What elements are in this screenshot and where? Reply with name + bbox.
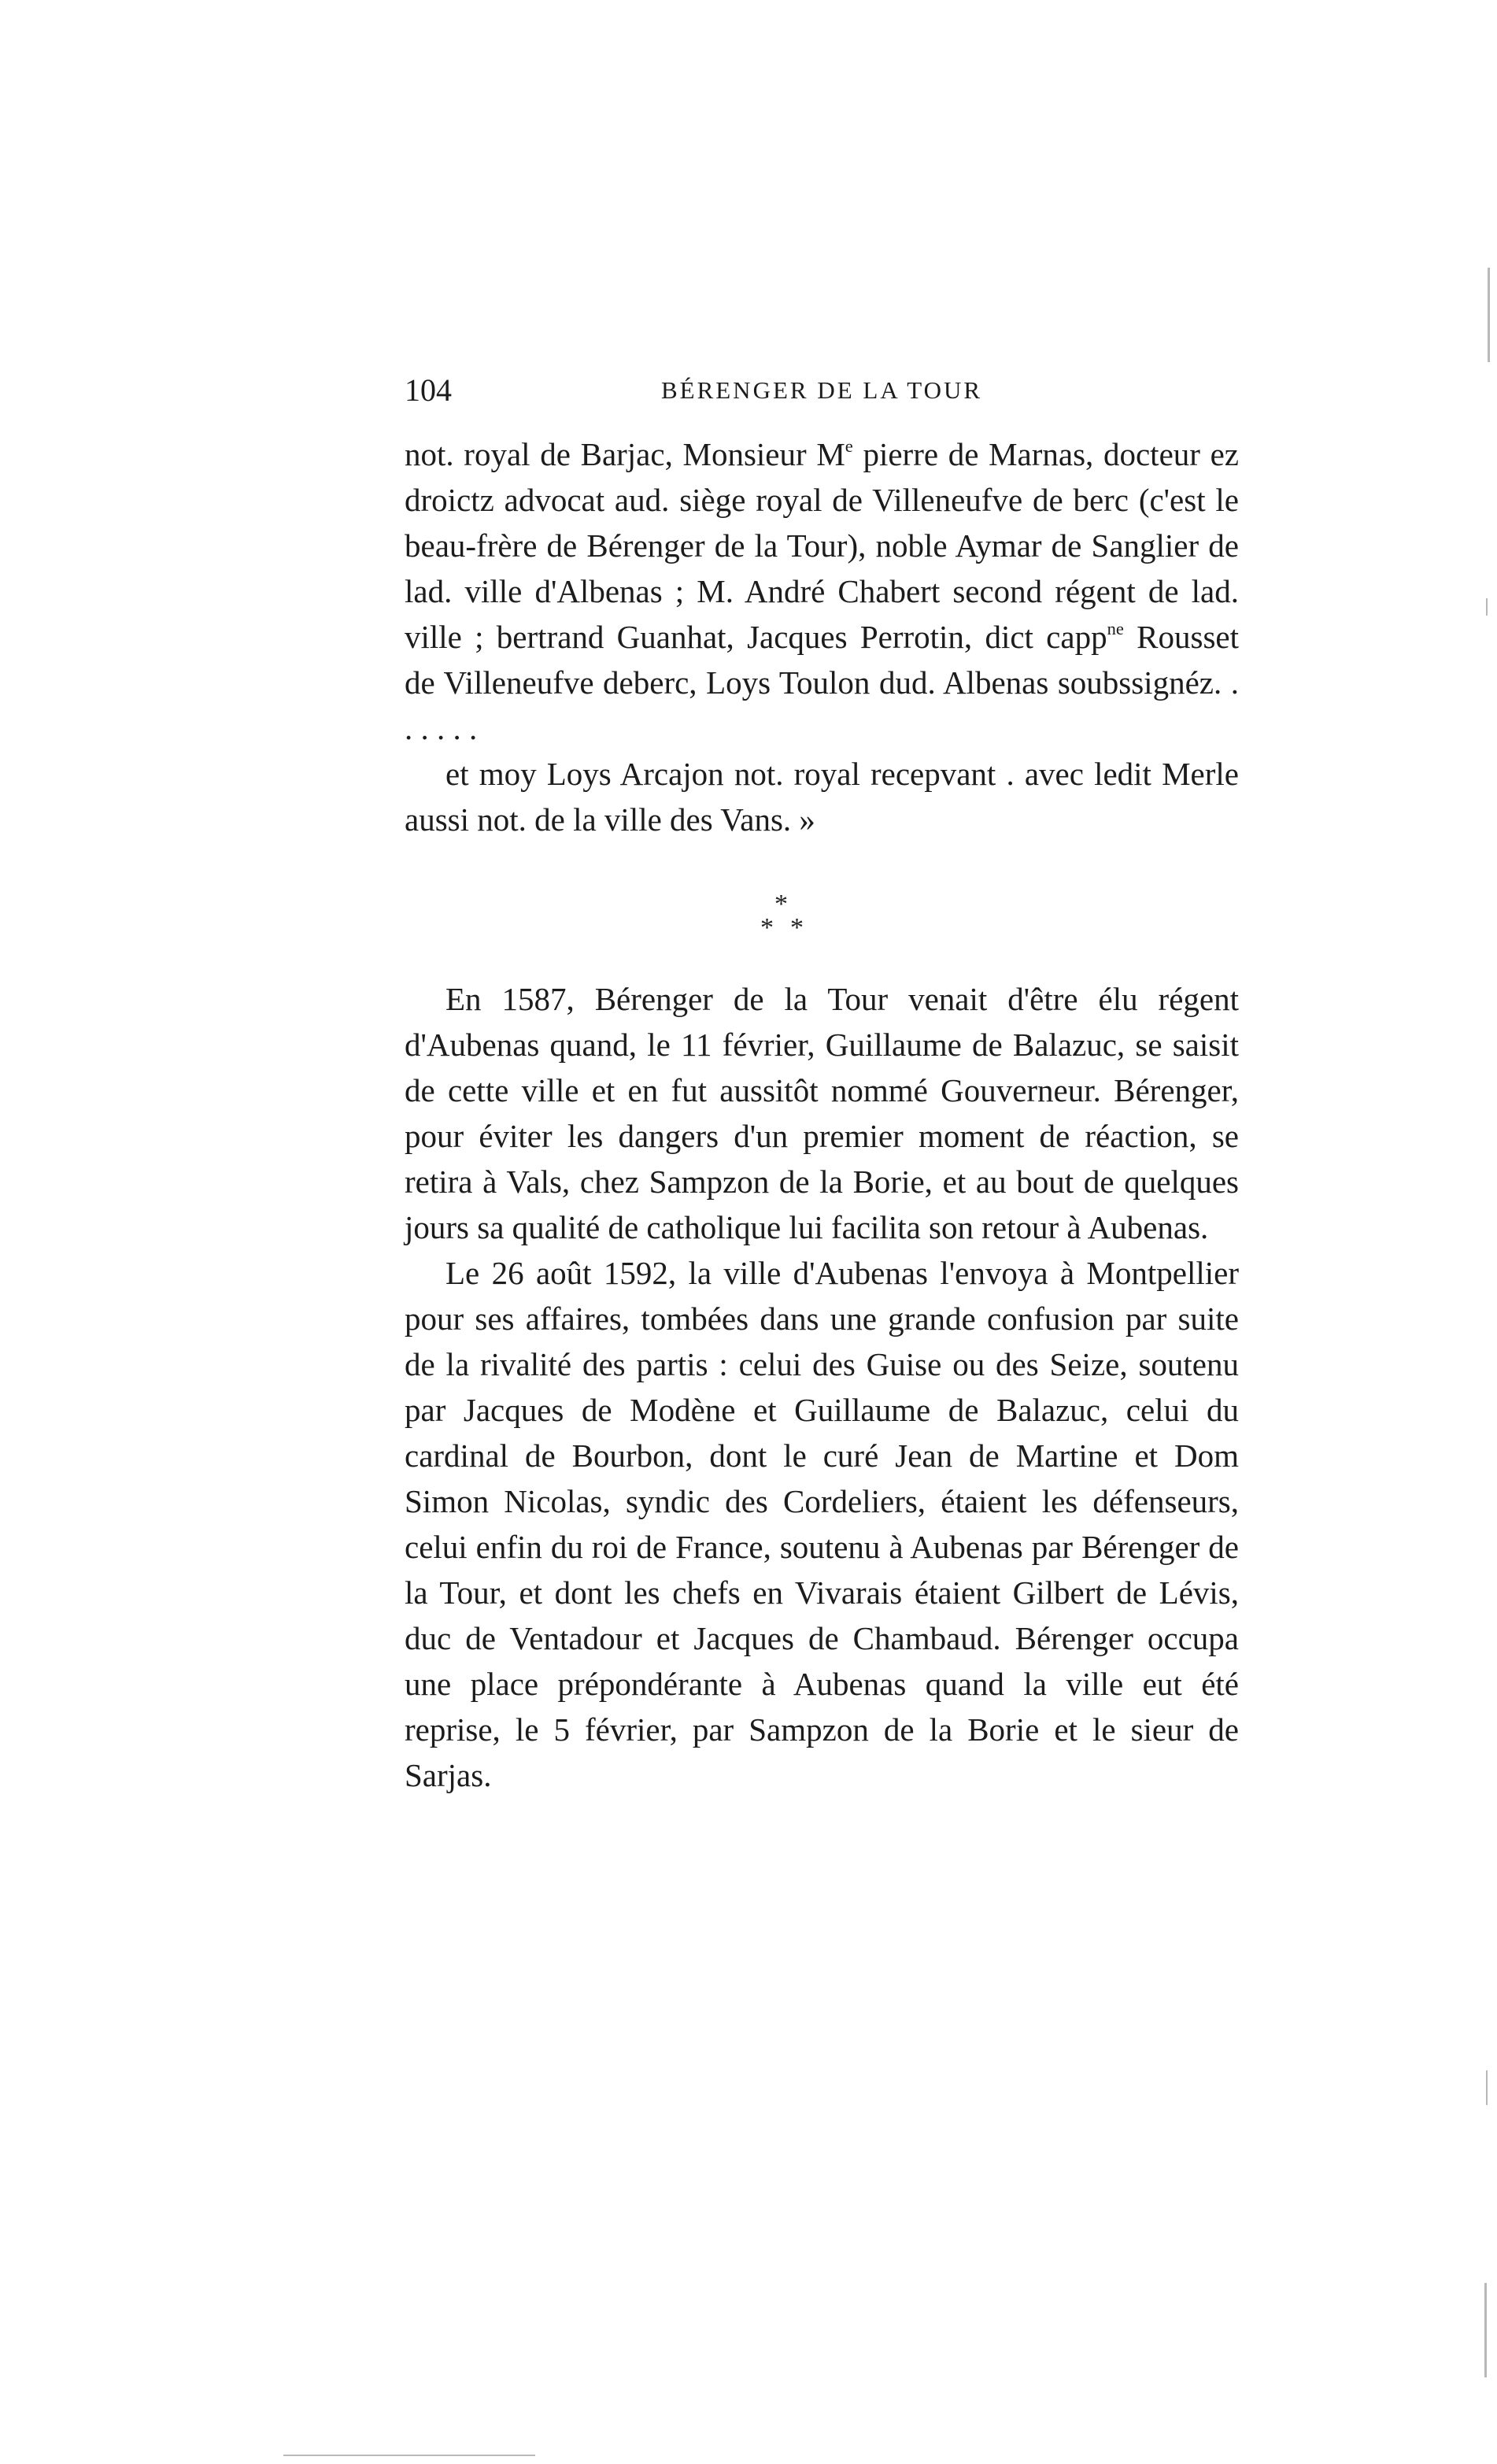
asterisk: * xyxy=(790,913,804,942)
scan-mark xyxy=(1484,2283,1487,2377)
paragraph xyxy=(405,431,1239,751)
text-run: Rousset de Villeneufve deberc, Loys Toulon dud. Albenas soubssignéz. . . . . . . xyxy=(405,619,1239,746)
asterisk: * xyxy=(760,913,774,942)
running-title: BÉRENGER DE LA TOUR xyxy=(660,376,983,404)
quoted-act-text xyxy=(405,431,1239,842)
paragraph: et moy Loys Arcajon not. royal recepvant . avec ledit Merle aussi not. de la ville des Vans. » xyxy=(405,756,1239,838)
asterism-divider xyxy=(756,891,815,946)
paragraph: En 1587, Bérenger de la Tour venait d'être élu régent d'Aubenas quand, le 11 février, Guillaume de Balazuc, se saisit de cette ville et en fut aussitôt nommé Gouverneur. Bérenger, pour éviter les dangers d'un premier moment de réaction, se retira à Vals, chez Sampzon de la Borie, et au bout de quelques jours sa qualité de catholique lui facilita son retour à Aubenas. xyxy=(405,981,1239,1245)
text-run: not. royal de Barjac, Monsieur M xyxy=(405,436,845,472)
text-run: pierre de Marnas, docteur ez droictz advocat aud. siège royal de Villeneufve de berc (c'est le beau-frère de Bérenger de la Tour), noble Aymar de Sanglier de lad. ville d'Albenas ; M. André Chabert second régent de lad. ville ; bertrand Guanhat, Jacques Perrotin, dict capp xyxy=(405,436,1239,655)
scan-mark xyxy=(1486,2070,1488,2105)
scan-mark xyxy=(1486,598,1488,616)
body-text xyxy=(405,976,1239,1798)
scan-mark xyxy=(1488,268,1490,362)
paragraph: Le 26 août 1592, la ville d'Aubenas l'envoya à Montpellier pour ses affaires, tombées dans une grande confusion par suite de la rivalité des partis : celui des Guise ou des Seize, soutenu par Jacques de Modène et Guillaume de Balazuc, celui du cardinal de Bourbon, dont le curé Jean de Martine et Dom Simon Nicolas, syndic des Cordeliers, étaient les défenseurs, celui enfin du roi de France, soutenu à Aubenas par Bérenger de la Tour, et dont les chefs en Vivarais étaient Gilbert de Lévis, duc de Ventadour et Jacques de Chambaud. Bérenger occupa une place prépondérante à Aubenas quand la ville eut été reprise, le 5 février, par Sampzon de la Borie et le sieur de Sarjas. xyxy=(405,1255,1239,1793)
page-number: 104 xyxy=(405,372,452,408)
superscript: e xyxy=(845,436,853,457)
asterisk: * xyxy=(774,890,788,919)
page-header xyxy=(405,367,1239,414)
superscript: ne xyxy=(1107,619,1124,639)
scan-mark xyxy=(283,2455,535,2456)
